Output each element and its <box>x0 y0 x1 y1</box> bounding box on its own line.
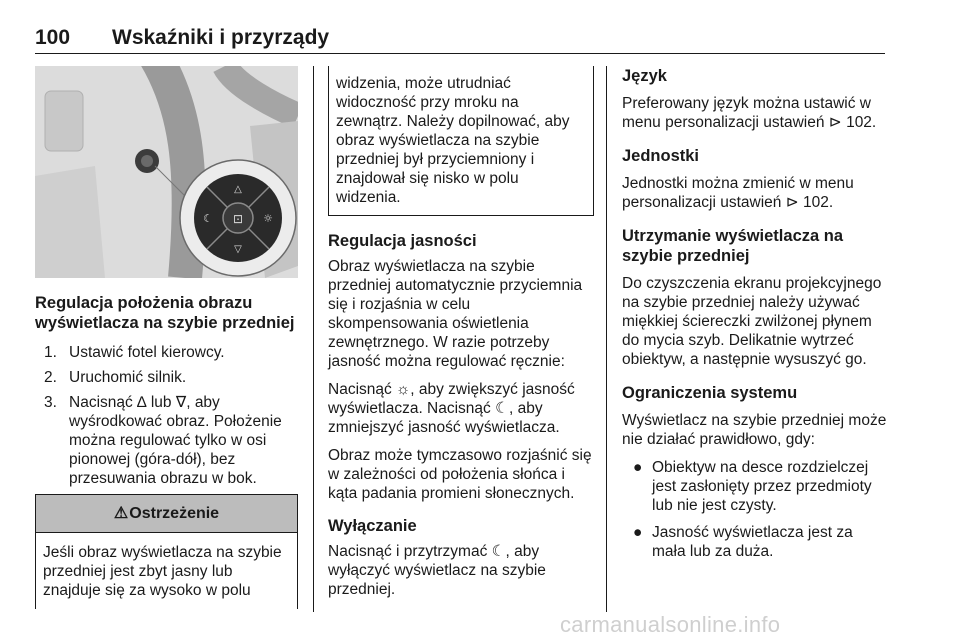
page-number: 100 <box>35 26 71 49</box>
list-item: 1. Ustawić fotel kierowcy. <box>44 344 225 361</box>
column-2 <box>328 66 594 608</box>
column-divider-1 <box>313 66 314 612</box>
position-heading: Regulacja położenia obrazu wyświetlacza na szybie przedniej <box>35 294 295 332</box>
list-item: 2. Uruchomić silnik. <box>44 369 187 386</box>
warning-text: Jeśli obraz wyświetlacza na szybie przedniej jest zbyt jasny lub znajduje się za wysoko w polu <box>43 544 282 599</box>
column-1 <box>35 66 298 609</box>
limitations-intro: Wyświetlacz na szybie przedniej może nie działać prawidłowo, gdy: <box>622 412 887 448</box>
chapter-title: Wskaźniki i przyrządy <box>112 26 330 49</box>
warning-title: Ostrzeżenie <box>129 505 220 522</box>
warning-box-continued: widzenia, może utrudniać widoczność przy mroku na zewnątrz. Należy dopilnować, aby obraz wyświetlacza na szybie przedniej był przyciemniony i znajdował się nisko w polu widzenia. <box>328 66 594 216</box>
watermark: carmanualsonline.info <box>560 612 781 637</box>
list-item: ● Obiektyw na desce rozdzielczej jest zasłonięty przez przedmioty lub nie jest czysty. <box>633 459 872 514</box>
column-3 <box>622 66 890 569</box>
maintenance-text: Do czyszczenia ekranu projekcyjnego na szybie przedniej należy używać miękkiej ściereczki zwilżonej płynem do mycia szyb. Delikatnie wytrzeć obiektyw, a następnie wysuszyć go. <box>622 275 882 368</box>
warning-header <box>36 495 297 533</box>
off-paragraph: Nacisnąć i przytrzymać ☾, aby wyłączyć wyświetlacz na szybie przedniej. <box>328 543 546 598</box>
units-heading: Jednostki <box>622 147 700 165</box>
limitations-list <box>622 458 890 561</box>
units-text: Jednostki można zmienić w menu personalizacji ustawień ⊳ 102. <box>622 175 854 211</box>
svg-text:☼: ☼ <box>263 212 273 225</box>
position-steps <box>35 343 298 488</box>
brightness-paragraph-3: Obraz może tymczasowo rozjaśnić się w zależności od położenia słońca i kąta padania promieni słonecznych. <box>328 447 592 502</box>
list-item: ● Jasność wyświetlacza jest za mała lub za duża. <box>633 524 853 560</box>
language-heading: Język <box>622 67 667 85</box>
limitations-heading: Ograniczenia systemu <box>622 384 798 402</box>
warning-triangle-icon: ⚠ <box>113 505 129 522</box>
svg-text:⊡: ⊡ <box>232 212 244 226</box>
list-item: 3. Nacisnąć ∆ lub ∇, aby wyśrodkować obraz. Położenie można regulować tylko w osi pionowej (góra-dół), bez przesuwania obrazu w bok. <box>44 394 282 487</box>
svg-text:☾: ☾ <box>203 212 213 225</box>
svg-text:▽: ▽ <box>234 244 242 255</box>
page-header <box>35 24 885 54</box>
warning-box <box>35 494 298 609</box>
brightness-paragraph-1: Obraz wyświetlacza na szybie przedniej automatycznie przyciemnia się i rozjaśnia w celu skompensowania oświetlenia zewnętrznego. W razie potrzeby jasność można regulować ręcznie: <box>328 258 583 370</box>
column-divider-2 <box>606 66 607 612</box>
off-heading: Wyłączanie <box>328 517 417 535</box>
bullet-icon: ● <box>633 459 643 476</box>
brightness-paragraph-2: Nacisnąć ☼, aby zwiększyć jasność wyświetlacza. Nacisnąć ☾, aby zmniejszyć jasność wyświetlacza. <box>328 381 575 436</box>
hud-control-illustration <box>35 66 298 278</box>
brightness-heading: Regulacja jasności <box>328 232 477 250</box>
maintenance-heading: Utrzymanie wyświetlacza na szybie przedniej <box>622 227 844 265</box>
bullet-icon: ● <box>633 524 643 541</box>
language-text: Preferowany język można ustawić w menu personalizacji ustawień ⊳ 102. <box>622 95 877 131</box>
svg-text:△: △ <box>234 184 242 195</box>
